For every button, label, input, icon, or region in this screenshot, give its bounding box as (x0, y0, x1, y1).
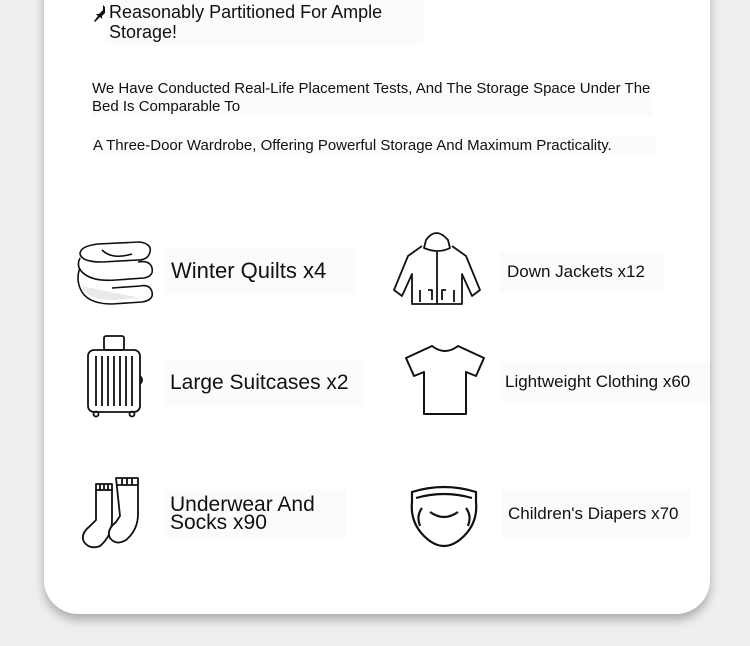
tshirt-icon (404, 344, 486, 416)
section-headline: Reasonably Partitioned For Ample Storage! (105, 0, 423, 46)
description-paragraph: We Have Conducted Real-Life Placement Tests, And The Storage Space Under The Bed Is Comparable To (92, 80, 651, 115)
suitcase-icon (86, 334, 144, 418)
item-label: Underwear And Socks x90 (164, 490, 346, 538)
item-label: Lightweight Clothing x60 (500, 362, 710, 402)
item-label: Children's Diapers x70 (502, 490, 690, 538)
diaper-icon (408, 482, 480, 550)
socks-icon (80, 476, 142, 550)
item-label: Winter Quilts x4 (165, 248, 355, 294)
jacket-icon (392, 228, 482, 306)
description-paragraph: A Three-Door Wardrobe, Offering Powerful Storage And Maximum Practicality. (93, 137, 655, 155)
folded-quilt-icon (72, 238, 156, 308)
item-label: Down Jackets x12 (500, 252, 665, 292)
item-label: Large Suitcases x2 (164, 360, 364, 406)
